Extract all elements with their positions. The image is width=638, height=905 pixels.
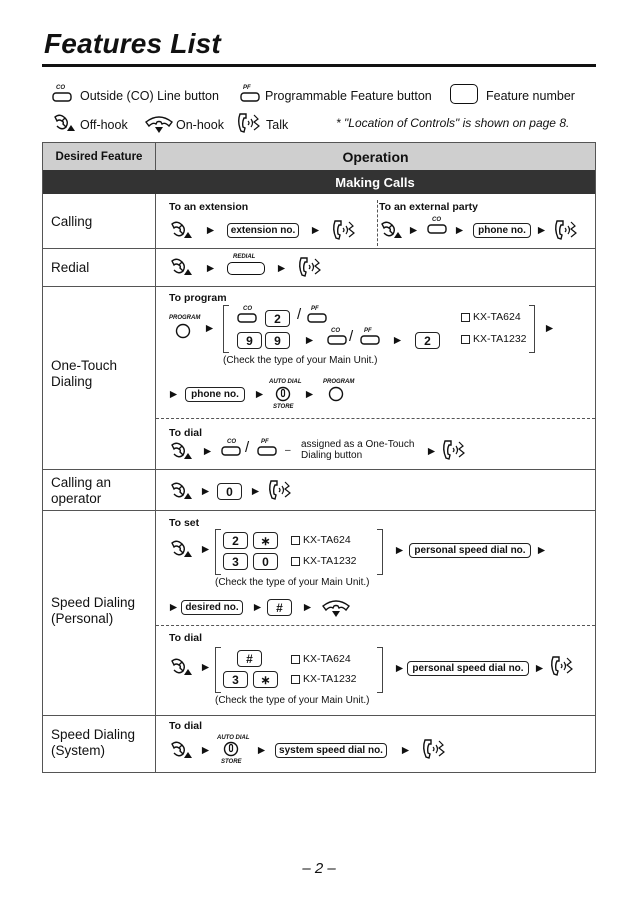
page-title: Features List [44,28,221,59]
arrow-icon [545,324,554,333]
onhook-icon [321,598,351,618]
offhook-icon [169,657,193,677]
pf-button-icon: PF [240,86,260,102]
arrow-icon [253,603,262,612]
offhook-icon [169,257,193,277]
auto-dial-store-button-icon [223,741,239,757]
feature-onetouch: One-Touch Dialing [51,358,118,389]
co-button-icon [427,220,447,234]
digit-key: 2 [415,332,440,349]
talk-icon [331,219,355,241]
check-note: (Check the type of your Main Unit.) [215,577,370,588]
arrow-icon [203,447,212,456]
legend-talk-label: Talk [266,118,289,132]
model-checkbox-ta624: KX-TA624 [291,653,351,665]
co-button-icon [221,442,241,456]
digit-key: 3 [223,671,248,688]
pf-button-icon [307,309,327,323]
legend-pf-label: Programmable Feature button [265,89,432,103]
pf-button-icon [360,331,380,345]
model-checkbox-ta1232: KX-TA1232 [291,555,357,567]
hash-key: # [267,599,292,616]
model-checkbox-ta1232: KX-TA1232 [291,673,357,685]
feature-redial: Redial [51,260,90,275]
arrow-icon [169,390,178,399]
arrow-icon [395,664,404,673]
arrow-icon [393,336,402,345]
offhook-icon [169,481,193,501]
offhook-icon [169,539,193,559]
to-dial-label: To dial [169,720,203,732]
check-note: (Check the type of your Main Unit.) [215,695,370,706]
talk-icon [267,479,291,501]
system-speed-dial-key: system speed dial no. [275,743,387,758]
phone-no-key: phone no. [473,223,531,238]
desired-no-key: desired no. [181,600,243,615]
arrow-icon [169,603,178,612]
personal-speed-dial-key: personal speed dial no. [407,661,529,676]
arrow-icon [201,663,210,672]
arrow-icon [201,746,210,755]
arrow-icon [401,746,410,755]
to-set-label: To set [169,517,200,529]
arrow-icon [206,264,215,273]
arrow-icon [537,226,546,235]
pf-button-icon [257,442,277,456]
arrow-icon [427,447,436,456]
legend-co-label: Outside (CO) Line button [80,89,219,103]
to-dial-label: To dial [169,427,203,439]
col-header-feature: Desired Feature [43,143,155,170]
phone-no-key: phone no. [185,387,245,402]
digit-key: 0 [253,553,278,570]
arrow-icon [305,390,314,399]
talk-icon [297,256,321,278]
legend-feature-number-label: Feature number [486,89,575,103]
arrow-icon [277,264,286,273]
program-button-icon [328,386,344,402]
arrow-icon [305,336,314,345]
model-checkbox-ta1232: KX-TA1232 [461,333,527,345]
redial-button-icon [227,262,265,275]
digit-key: 9 [237,332,262,349]
offhook-icon [169,220,193,240]
features-table: Desired Feature Operation Making Calls Calling To an extension To an external party extension no. CO phone no. Redial REDIAL One-Touch Dialing To program PROGRAM CO 2 / PF 9 9 CO / PF 2 KX-TA624 KX-TA1232 (Check the type of your Main Unit.) phone no. AUTO DIAL STORE PROGRAM To dial CO / PF – assigned as a One-Touch Dialing button Calling an operator 0 Speed Dialing (Personal) To set 2 ∗ 3 0 KX-TA624 KX-TA1232 personal speed dial no. (Check the type of your Main Unit.) desired no. # To dial # 3 ∗ KX-TA624 KX-TA1232 personal speed dial no. (Check the type of your Main Unit.) Speed Dialing (System) To dial AUTO DIAL STORE system speed dial no. [42,142,596,773]
arrow-icon [201,545,210,554]
offhook-handset-icon [52,113,76,133]
offhook-icon [379,220,403,240]
to-program-label: To program [169,292,227,304]
extension-no-key: extension no. [227,223,299,238]
title-rule [42,64,596,67]
to-external-label: To an external party [379,201,479,213]
feature-speed-personal: Speed Dialing (Personal) [51,595,136,626]
talk-icon [441,439,465,461]
check-note: (Check the type of your Main Unit.) [223,355,378,366]
legend-offhook-label: Off-hook [80,118,128,132]
digit-key: 2 [265,310,290,327]
to-dial-label: To dial [169,632,203,644]
feature-speed-system: Speed Dialing (System) [51,727,136,758]
feature-number-box-icon [450,84,478,104]
digit-key: 3 [223,553,248,570]
arrow-icon [206,226,215,235]
arrow-icon [255,390,264,399]
col-header-operation: Operation [156,143,595,170]
arrow-icon [201,487,210,496]
arrow-icon [395,546,404,555]
page-number: – 2 – [302,860,336,877]
talk-handset-icon [236,112,260,134]
arrow-icon [251,487,260,496]
arrow-icon [311,226,320,235]
feature-calling: Calling [51,214,93,229]
hash-key: # [237,650,262,667]
talk-icon [549,655,573,677]
legend-onhook-label: On-hook [176,118,224,132]
assigned-text: assigned as a One-Touch Dialing button [301,439,415,461]
co-button-icon [237,309,257,323]
digit-key: 2 [223,532,248,549]
feature-operator: Calling an operator [51,475,112,506]
digit-key: ∗ [253,532,278,549]
arrow-icon [535,664,544,673]
talk-icon [553,219,577,241]
talk-icon [421,738,445,760]
digit-key: 9 [265,332,290,349]
onhook-handset-icon [144,114,174,134]
auto-dial-store-button-icon [275,386,291,402]
co-line-button-icon: CO [52,86,72,102]
program-button-icon [175,323,191,339]
model-checkbox-ta624: KX-TA624 [291,534,351,546]
section-making-calls: Making Calls [43,170,595,194]
to-extension-label: To an extension [169,201,249,213]
co-button-icon [327,331,347,345]
location-note: * "Location of Controls" is shown on page 8. [336,116,570,130]
model-checkbox-ta624: KX-TA624 [461,311,521,323]
offhook-icon [169,740,193,760]
personal-speed-dial-key: personal speed dial no. [409,543,531,558]
offhook-icon [169,441,193,461]
arrow-icon [455,226,464,235]
arrow-icon [205,324,214,333]
digit-key: 0 [217,483,242,500]
arrow-icon [409,226,418,235]
arrow-icon [257,746,266,755]
digit-key: ∗ [253,671,278,688]
arrow-icon [303,603,312,612]
arrow-icon [537,546,546,555]
